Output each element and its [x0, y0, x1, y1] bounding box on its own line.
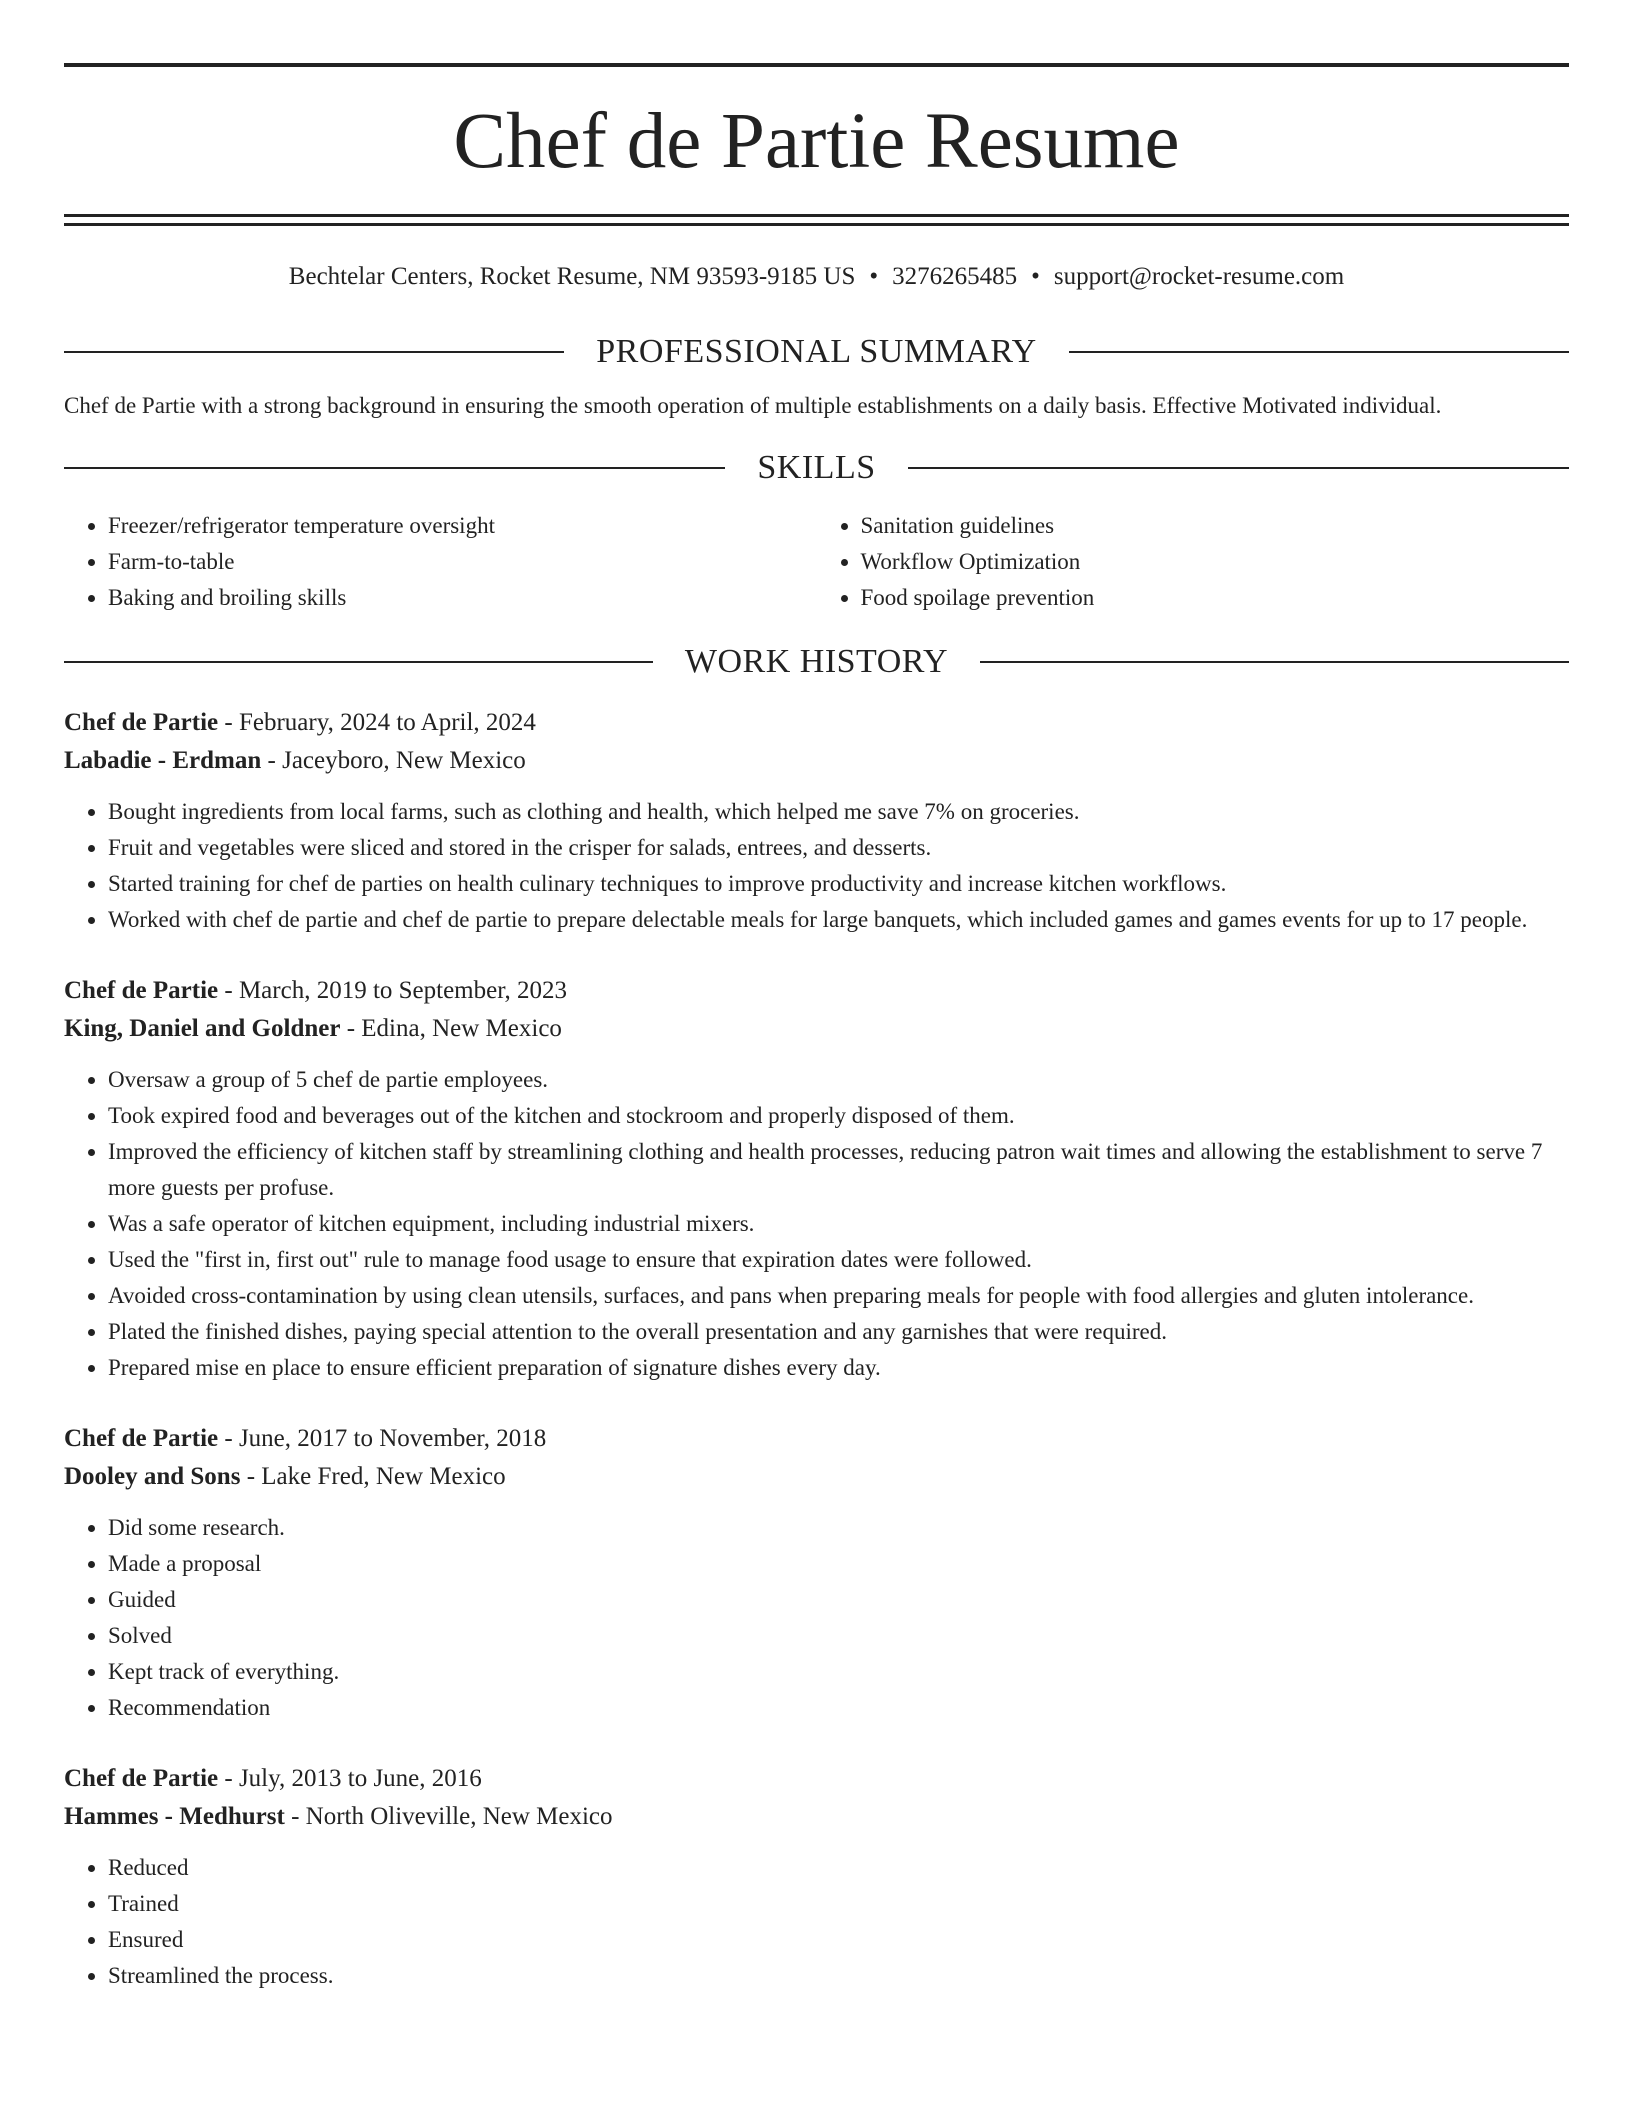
job-entry [64, 972, 1569, 1386]
job-bullet: • Oversaw a group of 5 chef de partie employees. [108, 1062, 1569, 1098]
heading-rule-right [980, 661, 1569, 663]
skill-item: • Food spoilage prevention [861, 580, 1570, 616]
contact-separator: • [869, 263, 879, 290]
job-entry [64, 704, 1569, 938]
skills-column-right [817, 508, 1570, 616]
job-bullet: • Guided [108, 1582, 1569, 1618]
job-company: Labadie - Erdman [64, 747, 262, 774]
job-bullets [64, 1510, 1569, 1726]
heading-rule-left [64, 661, 653, 663]
header-bottom-rule [64, 214, 1569, 226]
job-bullet: • Plated the finished dishes, paying special attention to the overall presentation and any garnishes that were required. [108, 1314, 1569, 1350]
job-bullet: • Prepared mise en place to ensure efficient preparation of signature dishes every day. [108, 1350, 1569, 1386]
job-title: Chef de Partie [64, 1765, 219, 1792]
job-bullet: • Ensured [108, 1922, 1569, 1958]
job-title: Chef de Partie [64, 709, 219, 736]
heading-rule-right [908, 467, 1569, 469]
job-bullets [64, 794, 1569, 938]
job-company: Hammes - Medhurst [64, 1803, 285, 1830]
contact-address: Bechtelar Centers, Rocket Resume, NM 93593-9185 US [288, 263, 856, 290]
header-top-rule [64, 63, 1569, 67]
job-bullet: • Worked with chef de partie and chef de partie to prepare delectable meals for large banquets, which included games and games events for up to 17 people. [108, 902, 1569, 938]
job-bullet: • Trained [108, 1886, 1569, 1922]
skills-list [64, 508, 1569, 616]
job-bullet: • Avoided cross-contamination by using clean utensils, surfaces, and pans when preparing meals for people with food allergies and gluten intolerance. [108, 1278, 1569, 1314]
contact-separator: • [1031, 263, 1040, 290]
job-dates: - March, 2019 to September, 2023 [218, 977, 568, 1004]
job-bullet: • Used the "first in, first out" rule to manage food usage to ensure that expiration dates were followed. [108, 1242, 1569, 1278]
skills-heading-text: SKILLS [757, 449, 876, 486]
heading-rule-right [1069, 351, 1569, 353]
resume-page [64, 0, 1569, 1994]
job-bullet: • Improved the efficiency of kitchen staff by streamlining clothing and health processes, reducing patron wait times and allowing the establishment to serve 7 more guests per profuse. [108, 1134, 1569, 1206]
job-entry [64, 1760, 1569, 1994]
skill-item: • Sanitation guidelines [861, 508, 1570, 544]
skill-item: • Baking and broiling skills [108, 580, 817, 616]
contact-phone: 3276265485 [892, 263, 1018, 290]
job-bullet: • Fruit and vegetables were sliced and stored in the crisper for salads, entrees, and desserts. [108, 830, 1569, 866]
skill-item: • Freezer/refrigerator temperature oversight [108, 508, 817, 544]
job-title-line [64, 1760, 1569, 1798]
job-bullet: • Recommendation [108, 1690, 1569, 1726]
summary-text: Chef de Partie with a strong background in ensuring the smooth operation of multiple establishments on a daily basis. Effective Motivated individual. [64, 393, 1442, 418]
job-bullet: • Reduced [108, 1850, 1569, 1886]
job-bullet: • Bought ingredients from local farms, such as clothing and health, which helped me save 7% on groceries. [108, 794, 1569, 830]
summary-heading-text: PROFESSIONAL SUMMARY [596, 333, 1037, 370]
summary-heading [64, 332, 1569, 372]
job-bullet: • Took expired food and beverages out of the kitchen and stockroom and properly disposed of them. [108, 1098, 1569, 1134]
job-bullet: • Was a safe operator of kitchen equipment, including industrial mixers. [108, 1206, 1569, 1242]
job-company: King, Daniel and Goldner [64, 1015, 341, 1042]
job-bullet: • Kept track of everything. [108, 1654, 1569, 1690]
contact-email: support@rocket-resume.com [1053, 263, 1345, 290]
job-company-line [64, 1010, 1569, 1048]
job-company-line [64, 1458, 1569, 1496]
job-company-line [64, 1798, 1569, 1836]
job-title-line [64, 972, 1569, 1010]
job-dates: - July, 2013 to June, 2016 [218, 1765, 482, 1792]
job-title-line [64, 704, 1569, 742]
job-bullets [64, 1850, 1569, 1994]
heading-rule-left [64, 351, 564, 353]
job-title: Chef de Partie [64, 977, 219, 1004]
job-bullet: • Streamlined the process. [108, 1958, 1569, 1994]
skills-column-left [64, 508, 817, 616]
work-history-heading-text: WORK HISTORY [684, 643, 949, 680]
job-location: - Edina, New Mexico [340, 1015, 562, 1042]
skill-item: • Farm-to-table [108, 544, 817, 580]
job-location: - Lake Fred, New Mexico [240, 1463, 506, 1490]
job-bullet: • Started training for chef de parties on health culinary techniques to improve productivity and increase kitchen workflows. [108, 866, 1569, 902]
job-dates: - June, 2017 to November, 2018 [218, 1425, 547, 1452]
work-history-heading [64, 642, 1569, 682]
job-title: Chef de Partie [64, 1425, 219, 1452]
job-bullet: • Did some research. [108, 1510, 1569, 1546]
job-company: Dooley and Sons [64, 1463, 241, 1490]
skills-heading [64, 448, 1569, 488]
job-company-line [64, 742, 1569, 780]
job-entry [64, 1420, 1569, 1726]
job-dates: - February, 2024 to April, 2024 [218, 709, 536, 736]
job-bullet: • Solved [108, 1618, 1569, 1654]
resume-title: Chef de Partie Resume [453, 98, 1180, 185]
job-title-line [64, 1420, 1569, 1458]
job-bullets [64, 1062, 1569, 1386]
heading-rule-left [64, 467, 725, 469]
contact-line [64, 262, 1569, 292]
skill-item: • Workflow Optimization [861, 544, 1570, 580]
job-location: - Jaceyboro, New Mexico [261, 747, 526, 774]
job-location: - North Oliveville, New Mexico [284, 1803, 613, 1830]
job-bullet: • Made a proposal [108, 1546, 1569, 1582]
